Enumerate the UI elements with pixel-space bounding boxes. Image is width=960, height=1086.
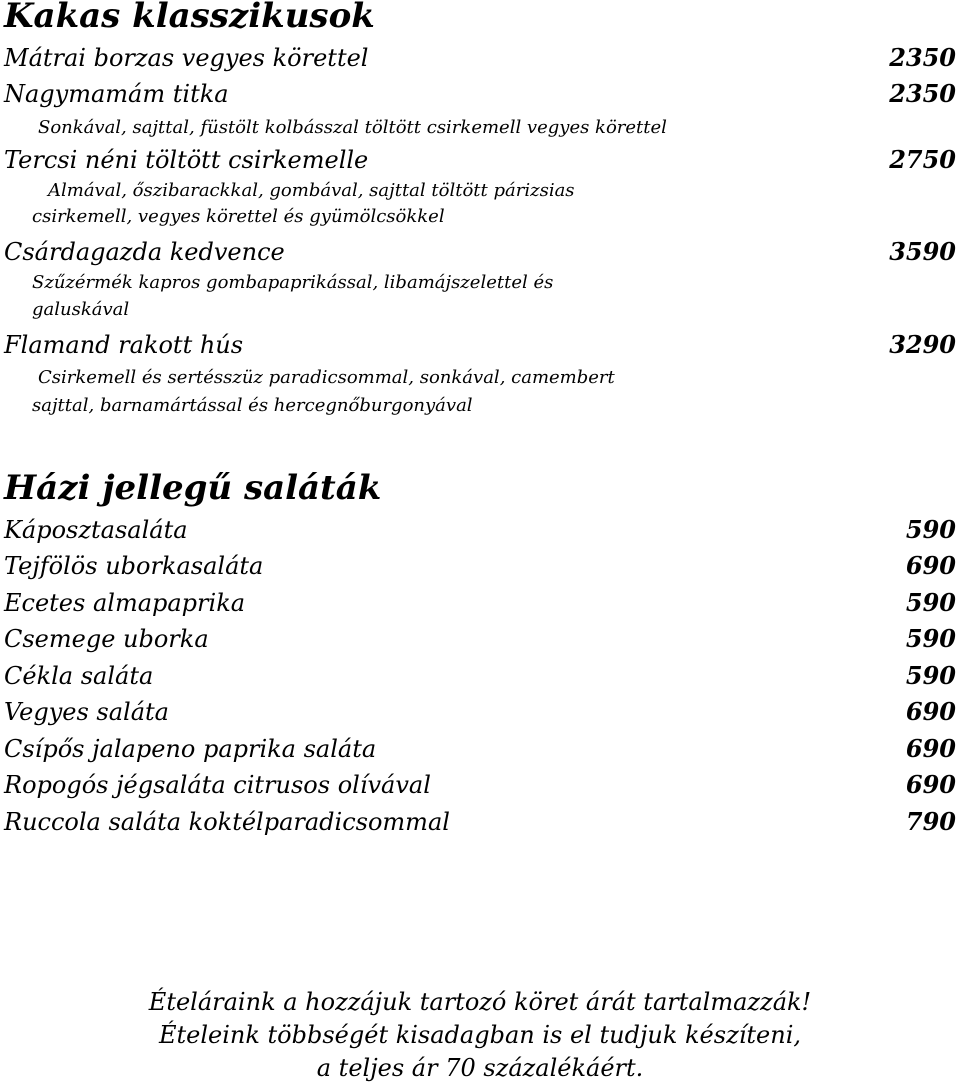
menu-item-price: 3290: [889, 330, 956, 359]
menu-item-name: Flamand rakott hús: [4, 331, 244, 359]
section-title-hazi-jellegu-salatak: Házi jellegű saláták: [4, 468, 382, 508]
menu-item-csardagazda-kedvence: [4, 236, 956, 268]
menu-item-name: Káposztasaláta: [4, 516, 188, 544]
section-title-kakas-klasszikusok: Kakas klasszikusok: [4, 0, 375, 36]
menu-item-ecetes-almapaprika: [4, 587, 956, 619]
menu-item-description: Szűzérmék kapros gombapaprikással, libamájszelettel és: [32, 272, 554, 293]
menu-item-name: Cékla saláta: [4, 662, 154, 690]
menu-item-kaposztasalata: [4, 514, 956, 546]
footer-line: Ételáraink a hozzájuk tartozó köret árát tartalmazzák!: [148, 988, 812, 1016]
menu-item-price: 2350: [889, 43, 956, 72]
menu-item-ropogos-jegsalata: [4, 769, 956, 801]
menu-item-price: 590: [905, 588, 956, 617]
footer-line: a teljes ár 70 százalékáért.: [316, 1054, 644, 1082]
menu-item-name: Ecetes almapaprika: [4, 589, 246, 617]
menu-item-name: Tercsi néni töltött csirkemelle: [4, 146, 369, 174]
menu-item-matrai-borzas: [4, 42, 956, 74]
menu-item-name: Mátrai borzas vegyes körettel: [4, 44, 369, 72]
menu-item-description: csirkemell, vegyes körettel és gyümölcsökkel: [32, 206, 445, 227]
menu-item-name: Csípős jalapeno paprika saláta: [4, 735, 377, 763]
menu-item-price: 690: [905, 551, 956, 580]
menu-item-description: galuskával: [32, 299, 130, 320]
menu-item-price: 590: [905, 624, 956, 653]
menu-item-price: 590: [905, 515, 956, 544]
menu-item-price: 690: [905, 734, 956, 763]
menu-item-price: 690: [905, 770, 956, 799]
menu-item-nagymamam-titka: [4, 78, 956, 110]
menu-item-cekla-salata: [4, 660, 956, 692]
menu-item-ruccola-salata: [4, 806, 956, 838]
menu-item-price: 3590: [889, 237, 956, 266]
footer-note: [0, 986, 960, 1085]
menu-item-price: 690: [905, 697, 956, 726]
menu-item-price: 2350: [889, 79, 956, 108]
menu-item-price: 590: [905, 661, 956, 690]
menu-item-csemege-uborka: [4, 623, 956, 655]
menu-item-description: Almával, őszibarackkal, gombával, sajttal töltött párizsias: [48, 180, 575, 201]
menu-item-name: Nagymamám titka: [4, 80, 229, 108]
menu-item-name: Tejfölös uborkasaláta: [4, 552, 264, 580]
menu-item-price: 2750: [889, 145, 956, 174]
menu-item-price: 790: [905, 807, 956, 836]
menu-item-name: Ruccola saláta koktélparadicsommal: [4, 808, 450, 836]
menu-item-description: Csirkemell és sertésszüz paradicsommal, sonkával, camembert: [38, 367, 615, 388]
menu-item-tercsi-neni: [4, 144, 956, 176]
menu-item-csipos-jalapeno: [4, 733, 956, 765]
menu-item-description: Sonkával, sajttal, füstölt kolbásszal töltött csirkemell vegyes körettel: [38, 117, 667, 138]
menu-item-description: sajttal, barnamártással és hercegnőburgonyával: [32, 395, 473, 416]
menu-item-name: Csárdagazda kedvence: [4, 238, 285, 266]
menu-item-name: Ropogós jégsaláta citrusos olívával: [4, 771, 431, 799]
menu-item-vegyes-salata: [4, 696, 956, 728]
menu-item-name: Csemege uborka: [4, 625, 209, 653]
menu-item-name: Vegyes saláta: [4, 698, 169, 726]
menu-item-flamand-rakott-hus: [4, 329, 956, 361]
menu-item-tejfolos-uborkasalata: [4, 550, 956, 582]
footer-line: Ételeink többségét kisadagban is el tudjuk készíteni,: [158, 1021, 802, 1049]
